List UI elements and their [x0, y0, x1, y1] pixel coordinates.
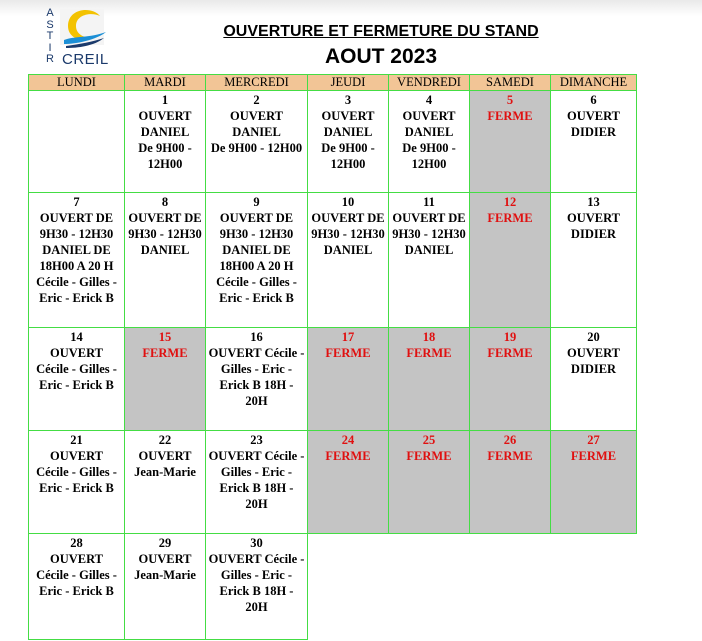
week-row: [29, 193, 637, 328]
day-number: 20: [587, 330, 600, 344]
opening-info: OUVERT Cécile - Gilles - Eric - Erick B 18H - 20H: [208, 552, 305, 614]
header-jeudi: JEUDI: [308, 75, 389, 91]
day-number: 4: [425, 93, 433, 107]
day-number: 11: [423, 195, 435, 209]
day-number: 2: [253, 93, 260, 107]
day-number: 21: [70, 433, 83, 447]
opening-info: OUVERT Cécile - Gilles - Eric - Erick B: [36, 552, 117, 598]
day-number: 1: [161, 93, 169, 107]
day-number: 12: [503, 195, 517, 209]
opening-info: OUVERT DANIEL De 9H00 - 12H00: [321, 109, 375, 171]
week-row: [29, 328, 637, 431]
day-number: 23: [250, 433, 263, 447]
day-cell: [206, 193, 308, 328]
opening-info: OUVERT DIDIER: [566, 211, 621, 241]
header-samedi: SAMEDI: [470, 75, 551, 91]
day-number: 7: [73, 195, 80, 209]
opening-info: OUVERT DANIEL De 9H00 - 12H00: [210, 109, 303, 155]
opening-info: OUVERT Cécile - Gilles - Eric - Erick B 18H - 20H: [208, 449, 305, 511]
empty-day-cell: [389, 534, 470, 640]
day-cell: [389, 431, 470, 534]
day-cell: [308, 91, 389, 193]
day-number: 29: [158, 536, 172, 550]
day-cell: [551, 431, 637, 534]
day-cell: [206, 91, 308, 193]
closed-status: FERME: [487, 109, 533, 123]
header-dimanche: DIMANCHE: [551, 75, 637, 91]
week-row: [29, 91, 637, 193]
day-number: 18: [422, 330, 436, 344]
opening-info: OUVERT DE 9H30 - 12H30 DANIEL: [392, 211, 466, 257]
closed-status: FERME: [487, 211, 533, 225]
day-number: 3: [344, 93, 352, 107]
day-cell: [308, 328, 389, 431]
opening-info: OUVERT DANIEL De 9H00 - 12H00: [138, 109, 192, 171]
empty-day-cell: [29, 91, 125, 193]
closed-status: FERME: [142, 346, 188, 360]
logo-vertical-text: A S T I R: [46, 7, 54, 65]
opening-info: OUVERT Jean-Marie: [134, 449, 196, 479]
day-cell: [125, 431, 206, 534]
day-number: 19: [503, 330, 517, 344]
week-row: [29, 534, 637, 640]
day-cell: [29, 193, 125, 328]
day-number: 15: [158, 330, 172, 344]
opening-info: OUVERT DE 9H30 - 12H30 DANIEL: [128, 211, 202, 257]
day-cell: [206, 534, 308, 640]
day-cell: [389, 193, 470, 328]
closed-status: FERME: [325, 449, 371, 463]
day-number: 17: [341, 330, 355, 344]
empty-day-cell: [308, 534, 389, 640]
header-mardi: MARDI: [125, 75, 206, 91]
day-number: 10: [341, 195, 355, 209]
opening-info: OUVERT DIDIER: [566, 346, 621, 376]
closed-status: FERME: [325, 346, 371, 360]
logo-word: CREIL: [62, 51, 109, 68]
opening-info: OUVERT DE 9H30 - 12H30 DANIEL DE 18H00 A 20 H Cécile - Gilles - Eric - Erick B: [216, 211, 297, 305]
day-cell: [125, 91, 206, 193]
day-cell: [29, 431, 125, 534]
day-cell: [551, 91, 637, 193]
header-mercredi: MERCREDI: [206, 75, 308, 91]
day-cell: [125, 328, 206, 431]
astir-creil-logo: [44, 6, 114, 70]
day-number: 28: [70, 536, 83, 550]
day-number: 9: [253, 195, 260, 209]
day-cell: [389, 328, 470, 431]
day-cell: [125, 193, 206, 328]
calendar-table: [28, 74, 637, 640]
day-cell: [125, 534, 206, 640]
day-cell: [551, 328, 637, 431]
logo-swoosh-icon: [56, 6, 112, 52]
day-number: 13: [587, 195, 600, 209]
opening-info: OUVERT Cécile - Gilles - Eric - Erick B: [36, 449, 117, 495]
page-title: OUVERTURE ET FERMETURE DU STAND: [223, 23, 539, 40]
closed-status: FERME: [406, 346, 452, 360]
month-title: AOUT 2023: [324, 45, 438, 68]
opening-info: OUVERT DE 9H30 - 12H30 DANIEL DE 18H00 A 20 H Cécile - Gilles - Eric - Erick B: [36, 211, 117, 305]
opening-info: OUVERT Jean-Marie: [134, 552, 196, 582]
header-vendredi: VENDREDI: [389, 75, 470, 91]
day-cell: [29, 328, 125, 431]
day-number: 16: [250, 330, 263, 344]
week-row: [29, 431, 637, 534]
day-cell: [308, 193, 389, 328]
opening-info: OUVERT DE 9H30 - 12H30 DANIEL: [311, 211, 385, 257]
day-cell: [206, 431, 308, 534]
day-number: 5: [506, 93, 514, 107]
empty-day-cell: [551, 534, 637, 640]
opening-info: OUVERT Cécile - Gilles - Eric - Erick B: [36, 346, 117, 392]
day-cell: [470, 431, 551, 534]
opening-info: OUVERT Cécile - Gilles - Eric - Erick B 18H - 20H: [208, 346, 305, 408]
closed-status: FERME: [487, 346, 533, 360]
closed-status: FERME: [406, 449, 452, 463]
day-cell: [206, 328, 308, 431]
day-cell: [470, 91, 551, 193]
day-number: 26: [503, 433, 517, 447]
day-number: 27: [587, 433, 600, 447]
day-cell: [389, 91, 470, 193]
day-number: 14: [70, 330, 83, 344]
day-number: 24: [341, 433, 355, 447]
day-number: 25: [422, 433, 436, 447]
day-number: 22: [158, 433, 172, 447]
closed-status: FERME: [570, 449, 617, 463]
day-cell: [470, 193, 551, 328]
day-number: 30: [250, 536, 263, 550]
opening-info: OUVERT DIDIER: [566, 109, 621, 139]
day-cell: [308, 431, 389, 534]
day-cell: [29, 534, 125, 640]
opening-info: OUVERT DANIEL De 9H00 - 12H00: [402, 109, 456, 171]
empty-day-cell: [470, 534, 551, 640]
closed-status: FERME: [487, 449, 533, 463]
day-cell: [551, 193, 637, 328]
weekday-header-row: [29, 75, 637, 91]
day-number: 6: [590, 93, 597, 107]
day-cell: [470, 328, 551, 431]
header-lundi: LUNDI: [29, 75, 125, 91]
day-number: 8: [161, 195, 169, 209]
